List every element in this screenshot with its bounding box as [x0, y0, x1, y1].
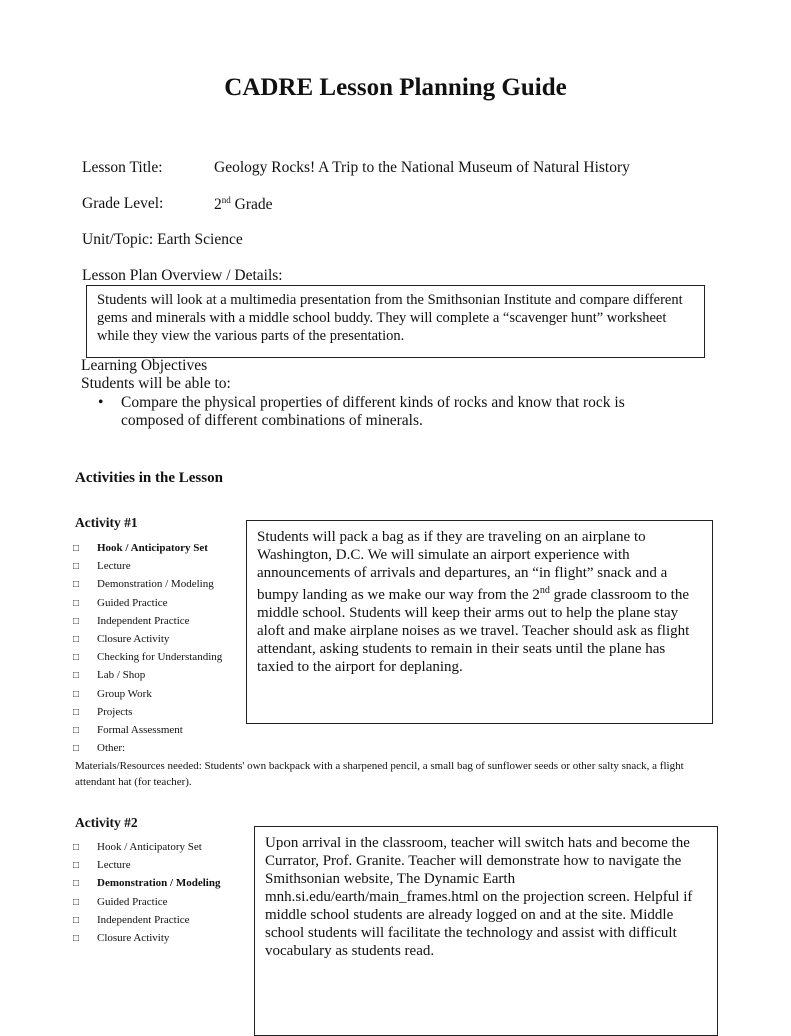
- grade-level-label: Grade Level:: [82, 195, 164, 212]
- checkbox-icon[interactable]: □: [73, 860, 80, 872]
- unit-topic: Unit/Topic: Earth Science: [82, 231, 243, 248]
- checkbox-icon[interactable]: □: [73, 597, 80, 609]
- activity2-heading: Activity #2: [75, 815, 138, 830]
- checklist-item[interactable]: [73, 630, 222, 648]
- checkbox-icon[interactable]: □: [73, 842, 80, 853]
- checklist-item[interactable]: [73, 856, 220, 874]
- checklist-label: Independent Practice: [97, 614, 190, 627]
- checklist-item[interactable]: [73, 648, 222, 666]
- checklist-label: Closure Activity: [97, 632, 170, 645]
- checklist-item[interactable]: [73, 594, 222, 612]
- lesson-title-value: Geology Rocks! A Trip to the National Museum of Natural History: [214, 159, 630, 176]
- bullet-icon: •: [98, 394, 104, 411]
- checklist-label: Lecture: [97, 560, 131, 573]
- checklist-item[interactable]: [73, 575, 222, 593]
- objectives-subheading: Students will be able to:: [81, 375, 231, 392]
- checklist-label: Closure Activity: [97, 931, 170, 944]
- checklist-label: Projects: [97, 705, 133, 718]
- checklist-item[interactable]: [73, 685, 222, 703]
- checkbox-icon[interactable]: □: [73, 561, 80, 573]
- activity1-checklist: [73, 539, 222, 757]
- checklist-label: Independent Practice: [97, 913, 190, 926]
- checklist-label: Hook / Anticipatory Set: [97, 841, 202, 853]
- checklist-label: Formal Assessment: [97, 723, 183, 736]
- checkbox-icon[interactable]: □: [73, 652, 80, 664]
- checklist-item[interactable]: [73, 739, 222, 757]
- checklist-item[interactable]: [73, 838, 220, 856]
- checklist-label: Demonstration / Modeling: [97, 578, 214, 591]
- checkbox-icon[interactable]: □: [73, 932, 80, 944]
- learning-objectives: [81, 357, 231, 393]
- checklist-label: Guided Practice: [97, 596, 168, 609]
- checkbox-icon[interactable]: □: [73, 579, 80, 591]
- overview-label: Lesson Plan Overview / Details:: [82, 267, 283, 284]
- checklist-item[interactable]: [73, 874, 220, 892]
- checkbox-icon[interactable]: □: [73, 914, 80, 926]
- checklist-item[interactable]: [73, 893, 220, 911]
- overview-box: Students will look at a multimedia presentation from the Smithsonian Institute and compare different gems and minerals with a middle school buddy. They will complete a “scavenger hunt” worksheet while they view the various parts of the presentation.: [86, 285, 705, 358]
- activities-heading: Activities in the Lesson: [75, 470, 223, 486]
- checklist-item[interactable]: [73, 703, 222, 721]
- checkbox-icon[interactable]: □: [73, 896, 80, 908]
- checkbox-icon[interactable]: □: [73, 706, 80, 718]
- activity2-checklist: [73, 838, 220, 947]
- checkbox-icon[interactable]: □: [73, 878, 80, 890]
- checkbox-icon[interactable]: □: [73, 670, 80, 682]
- checklist-item[interactable]: [73, 612, 222, 630]
- checklist-item[interactable]: [73, 721, 222, 739]
- checklist-label: Group Work: [97, 687, 152, 700]
- activity1-description: Students will pack a bag as if they are traveling on an airplane to Washington, D.C. We will simulate an airport experience with announcements of arrivals and departures, an “in flight” snack and a bumpy landing as we make our way from the 2nd grade classroom to the middle school. Students will keep their arms out to help the plane stay aloft and make airplane noises as we travel. Teacher should ask as flight attendant, asking students to remain in their seats until the plane has taxied to the airport for deplaning.: [246, 520, 713, 724]
- checkbox-icon[interactable]: □: [73, 615, 80, 627]
- checkbox-icon[interactable]: □: [73, 743, 80, 755]
- checkbox-icon[interactable]: □: [73, 543, 80, 554]
- activity1-heading: Activity #1: [75, 515, 138, 530]
- objectives-list: [98, 394, 688, 430]
- checklist-label: Checking for Understanding: [97, 651, 223, 664]
- checkbox-icon[interactable]: □: [73, 724, 80, 736]
- checklist-label: Other:: [97, 742, 126, 755]
- checklist-label: Lecture: [97, 859, 131, 872]
- checklist-label: Demonstration / Modeling: [97, 877, 221, 890]
- checklist-item[interactable]: [73, 929, 220, 947]
- checklist-item[interactable]: [73, 911, 220, 929]
- lesson-title-label: Lesson Title:: [82, 159, 163, 176]
- checklist-label: Hook / Anticipatory Set: [97, 542, 208, 554]
- activity1-materials: Materials/Resources needed: Students' own backpack with a sharpened pencil, a small bag of sunflower seeds or other salty snack, a flight attendant hat (for teacher).: [75, 760, 684, 788]
- checkbox-icon[interactable]: □: [73, 633, 80, 645]
- checklist-label: Lab / Shop: [97, 669, 146, 682]
- checkbox-icon[interactable]: □: [73, 688, 80, 700]
- objective-item: Compare the physical properties of different kinds of rocks and know that rock is composed of different combinations of minerals.: [121, 394, 625, 429]
- checklist-label: Guided Practice: [97, 895, 168, 908]
- page-title: CADRE Lesson Planning Guide: [224, 74, 567, 101]
- objectives-heading: Learning Objectives: [81, 357, 208, 374]
- checklist-item[interactable]: [73, 666, 222, 684]
- activity2-description: Upon arrival in the classroom, teacher will switch hats and become the Currator, Prof. Granite. Teacher will demonstrate how to navigate the Smithsonian website, The Dynamic Earth mnh.si.edu/earth/main_frames.html on the projection screen. Helpful if middle school students are already logged on and at the site. Middle school students will facilitate the technology and assist with difficult vocabulary as students read.: [254, 826, 718, 1036]
- checklist-item[interactable]: [73, 539, 222, 557]
- checklist-item[interactable]: [73, 557, 222, 575]
- grade-level-value: 2nd Grade: [214, 195, 273, 214]
